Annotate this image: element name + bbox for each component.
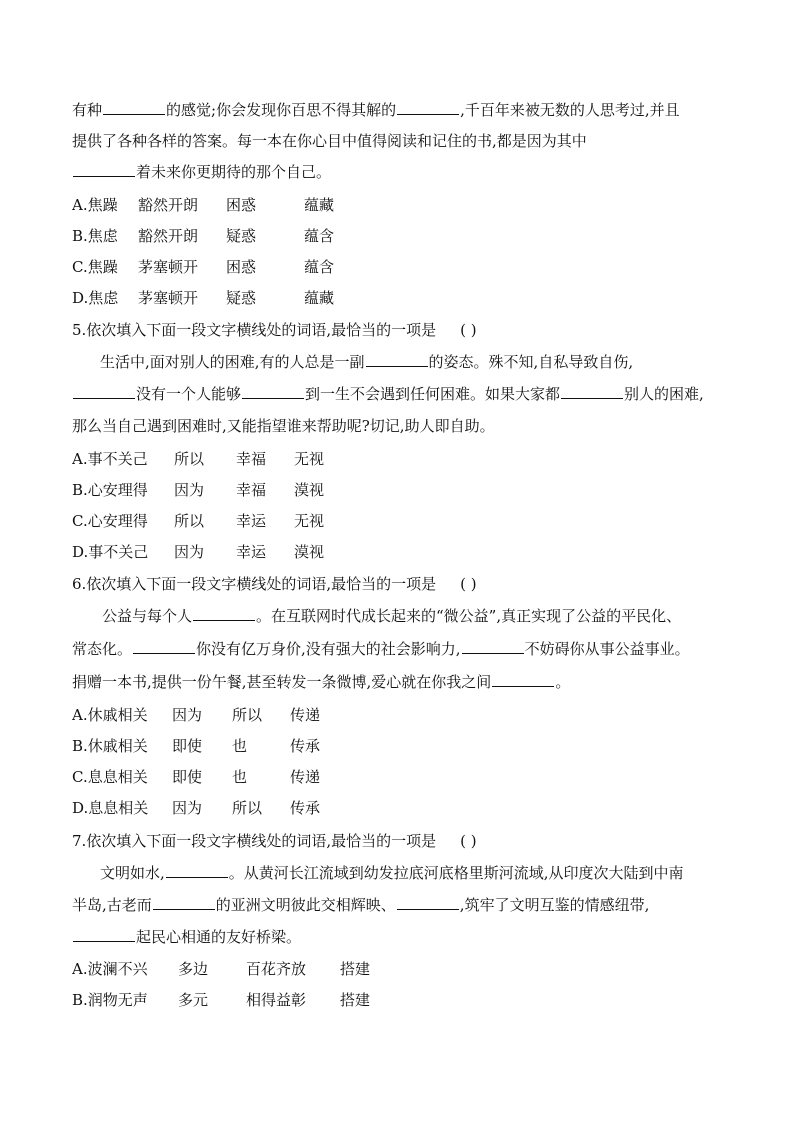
answer-blank: [103, 98, 165, 115]
option-word: 所以: [232, 799, 263, 817]
option-word: 传承: [290, 799, 321, 817]
option-word: 即使: [172, 737, 203, 755]
question-6-passage-line-1: [102, 604, 734, 628]
text: 。在互联网时代成长起来的“微公益”,真正实现了公益的平民化、: [256, 607, 682, 625]
question-5-option-a: [72, 447, 734, 471]
prev-passage-line-1: [72, 98, 734, 122]
text: 公益与每个人: [102, 607, 193, 625]
text: 着未来你更期待的那个自己。: [136, 163, 332, 181]
question-5-stem: [72, 318, 734, 342]
option-word: 所以: [174, 512, 205, 530]
question-6-option-c: [72, 765, 734, 789]
text: 不妨碍你从事公益事业。: [524, 640, 690, 658]
text: 没有一个人能够: [136, 385, 242, 403]
answer-blank: [462, 637, 524, 654]
option-word: 所以: [232, 706, 263, 724]
option-letter: A.事不关己: [72, 450, 148, 468]
option-word: 茅塞顿开: [138, 289, 199, 307]
question-6-stem: [72, 572, 734, 596]
option-word: 豁然开朗: [138, 227, 199, 245]
question-5-option-c: [72, 509, 734, 533]
question-text: 5.依次填入下面一段文字横线处的词语,最恰当的一项是: [72, 321, 437, 339]
question-text: 6.依次填入下面一段文字横线处的词语,最恰当的一项是: [72, 575, 437, 593]
option-letter: A.休戚相关: [72, 706, 148, 724]
answer-blank: [73, 382, 135, 399]
text: 起民心相通的友好桥梁。: [136, 928, 302, 946]
prev-passage-line-3: [72, 160, 734, 184]
option-word: 搭建: [340, 991, 371, 1009]
question-7-passage-line-2: [72, 893, 734, 917]
question-5-passage-line-1: [100, 350, 734, 374]
option-letter: A.波澜不兴: [72, 960, 148, 978]
option-word: 漠视: [294, 481, 325, 499]
option-word: 幸运: [236, 512, 267, 530]
question-7-option-a: [72, 957, 734, 981]
prev-option-c: [72, 255, 734, 279]
option-word: 百花齐放: [246, 960, 307, 978]
option-word: 蕴含: [304, 258, 335, 276]
answer-parentheses: ( ): [460, 321, 477, 339]
prev-passage-line-2: [72, 129, 734, 153]
answer-blank: [492, 670, 554, 687]
option-word: 即使: [172, 768, 203, 786]
answer-parentheses: ( ): [460, 832, 477, 850]
option-word: 搭建: [340, 960, 371, 978]
question-6-option-d: [72, 796, 734, 820]
answer-blank: [133, 637, 195, 654]
option-letter: C.心安理得: [72, 512, 148, 530]
text: 的感觉;你会发现你百思不得其解的: [166, 101, 397, 119]
option-word: 因为: [174, 543, 205, 561]
option-letter: D.事不关己: [72, 543, 149, 561]
question-6-passage-line-2: [72, 637, 734, 661]
answer-blank: [561, 382, 623, 399]
question-6-passage-line-3: [72, 670, 734, 694]
option-word: 豁然开朗: [138, 196, 199, 214]
option-word: 所以: [174, 450, 205, 468]
option-word: 漠视: [294, 543, 325, 561]
answer-blank: [166, 861, 228, 878]
question-6-option-b: [72, 734, 734, 758]
text: 。从黄河长江流域到幼发拉底河底格里斯河流域,从印度次大陆到中南: [228, 864, 684, 882]
text: 文明如水,: [100, 864, 165, 882]
text: 那么当自己遇到困难时,又能指望谁来帮助呢?切记,助人即自助。: [72, 417, 495, 435]
option-letter: D.息息相关: [72, 799, 149, 817]
option-letter: A.焦躁: [72, 196, 118, 214]
option-letter: C.焦躁: [72, 258, 118, 276]
answer-blank: [397, 98, 459, 115]
question-5-option-b: [72, 478, 734, 502]
answer-blank: [153, 893, 215, 910]
option-word: 也: [232, 768, 248, 786]
option-letter: B.休戚相关: [72, 737, 148, 755]
option-word: 幸运: [236, 543, 267, 561]
option-word: 幸福: [236, 481, 267, 499]
text: ,千百年来被无数的人思考过,并且: [460, 101, 680, 119]
answer-blank: [193, 604, 255, 621]
option-letter: B.润物无声: [72, 991, 148, 1009]
option-word: 传承: [290, 737, 321, 755]
question-text: 7.依次填入下面一段文字横线处的词语,最恰当的一项是: [72, 832, 437, 850]
option-word: 疑惑: [226, 289, 257, 307]
text: 半岛,古老而: [72, 896, 152, 914]
option-word: 多边: [178, 960, 209, 978]
question-5-passage-line-3: [72, 414, 734, 438]
option-letter: B.焦虑: [72, 227, 118, 245]
text: 的姿态。殊不知,自私导致自伤,: [428, 353, 634, 371]
text: 常态化。: [72, 640, 133, 658]
option-letter: C.息息相关: [72, 768, 148, 786]
text: 的亚洲文明彼此交相辉映、: [215, 896, 396, 914]
option-word: 因为: [172, 706, 203, 724]
option-word: 因为: [172, 799, 203, 817]
option-word: 蕴藏: [304, 196, 335, 214]
option-word: 幸福: [236, 450, 267, 468]
option-letter: B.心安理得: [72, 481, 148, 499]
text: 。: [555, 673, 571, 691]
answer-blank: [242, 382, 304, 399]
option-word: 相得益彰: [246, 991, 307, 1009]
option-word: 传递: [290, 768, 321, 786]
option-word: 因为: [174, 481, 205, 499]
answer-parentheses: ( ): [460, 575, 477, 593]
option-word: 无视: [294, 512, 325, 530]
answer-blank: [397, 893, 459, 910]
answer-blank: [366, 350, 428, 367]
option-word: 也: [232, 737, 248, 755]
answer-blank: [73, 160, 135, 177]
option-word: 困惑: [226, 196, 257, 214]
option-word: 蕴藏: [304, 289, 335, 307]
prev-option-b: [72, 224, 734, 248]
option-word: 茅塞顿开: [138, 258, 199, 276]
text: ,筑牢了文明互鉴的情感纽带,: [459, 896, 650, 914]
question-5-option-d: [72, 540, 734, 564]
question-5-passage-line-2: [72, 382, 734, 406]
prev-option-d: [72, 286, 734, 310]
option-word: 蕴含: [304, 227, 335, 245]
text: 你没有亿万身价,没有强大的社会影响力,: [196, 640, 461, 658]
option-word: 多元: [178, 991, 209, 1009]
option-letter: D.焦虑: [72, 289, 119, 307]
option-word: 传递: [290, 706, 321, 724]
text: 提供了各种各样的答案。每一本在你心目中值得阅读和记住的书,都是因为其中: [72, 132, 587, 150]
text: 到一生不会遇到任何困难。如果大家都: [305, 385, 561, 403]
question-7-passage-line-1: [100, 861, 734, 885]
option-word: 疑惑: [226, 227, 257, 245]
text: 生活中,面对别人的困难,有的人总是一副: [100, 353, 365, 371]
text: 有种: [72, 101, 103, 119]
text: 捐赠一本书,提供一份午餐,甚至转发一条微博,爱心就在你我之间: [72, 673, 492, 691]
option-word: 无视: [294, 450, 325, 468]
question-7-option-b: [72, 988, 734, 1012]
question-7-passage-line-3: [72, 925, 734, 949]
option-word: 困惑: [226, 258, 257, 276]
text: 别人的困难,: [624, 385, 704, 403]
question-7-stem: [72, 829, 734, 853]
prev-option-a: [72, 193, 734, 217]
answer-blank: [73, 925, 135, 942]
question-6-option-a: [72, 703, 734, 727]
